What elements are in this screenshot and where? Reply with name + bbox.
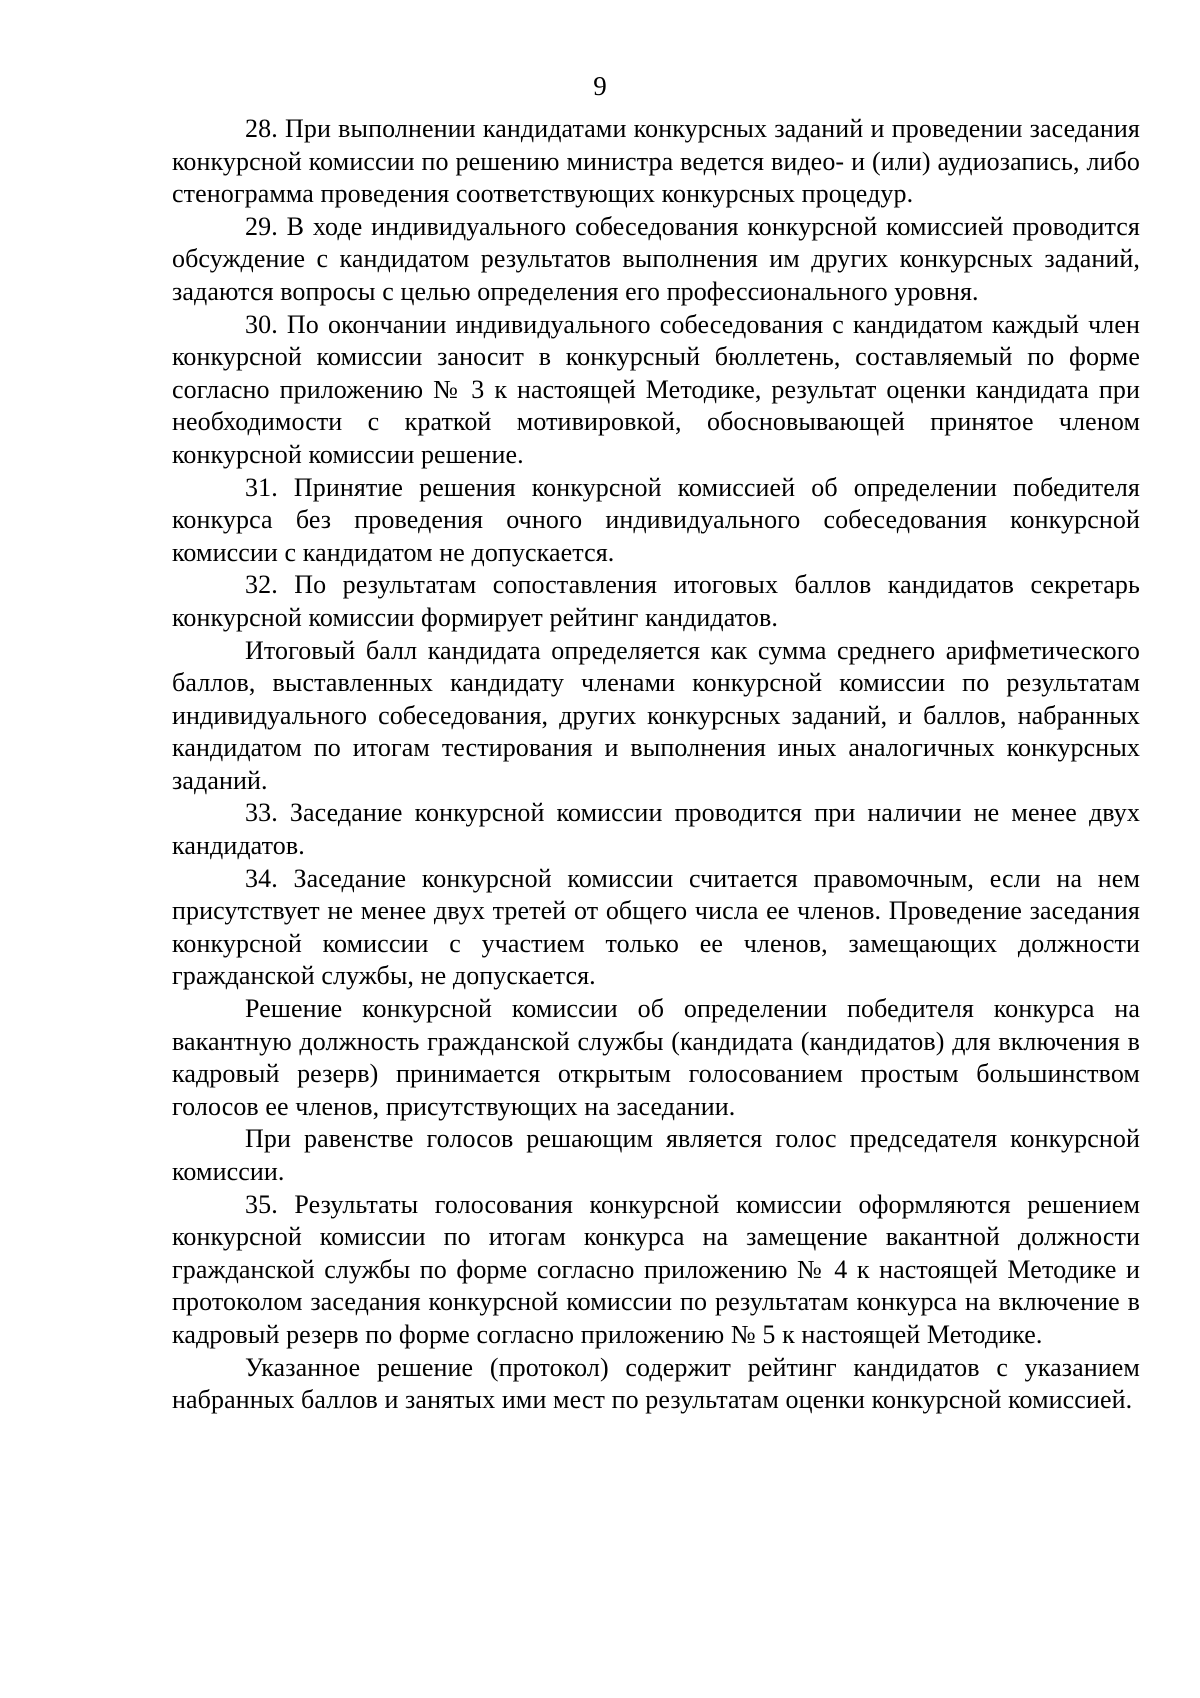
paragraph-32: 32. По результатам сопоставления итоговых баллов кандидатов секретарь конкурсной комиссии формирует рейтинг кандидатов. (172, 570, 1140, 632)
paragraph-28: 28. При выполнении кандидатами конкурсных заданий и проведении заседания конкурсной комиссии по решению министра ведется видео- и (или) аудиозапись, либо стенограмма проведения соответствующих конкурсных процедур. (172, 114, 1140, 209)
paragraph-29: 29. В ходе индивидуального собеседования конкурсной комиссией проводится обсуждение с кандидатом результатов выполнения им других конкурсных заданий, задаются вопросы с целью определения его профессионального уровня. (172, 211, 1140, 306)
paragraph-34-decision: Решение конкурсной комиссии об определении победителя конкурса на вакантную должность гражданской службы (кандидата (кандидатов) для включения в кадровый резерв) принимается открытым голосованием простым большинством голосов ее членов, присутствующих на заседании. (172, 994, 1140, 1121)
paragraph-34-tie-vote: При равенстве голосов решающим является голос председателя конкурсной комиссии. (172, 1124, 1140, 1186)
paragraph-34: 34. Заседание конкурсной комиссии считается правомочным, если на нем присутствует не менее двух третей от общего числа ее членов. Проведение заседания конкурсной комиссии с участием только ее членов, замещающих должности гражданской службы, не допускается. (172, 863, 1140, 991)
document-body (172, 113, 1140, 1417)
paragraph-33: 33. Заседание конкурсной комиссии проводится при наличии не менее двух кандидатов. (172, 798, 1140, 861)
page-number: 9 (593, 71, 607, 101)
paragraph-35: 35. Результаты голосования конкурсной комиссии оформляются решением конкурсной комиссии по итогам конкурса на замещение вакантной должности гражданской службы по форме согласно приложению № 4 к настоящей Методике и протоколом заседания конкурсной комиссии по результатам конкурса на включение в кадровый резерв по форме согласно приложению № 5 к настоящей Методике. (172, 1189, 1140, 1349)
paragraph-31: 31. Принятие решения конкурсной комиссией об определении победителя конкурса без проведения очного индивидуального собеседования конкурсной комиссии с кандидатом не допускается. (172, 472, 1140, 567)
paragraph-35-rating: Указанное решение (протокол) содержит рейтинг кандидатов с указанием набранных баллов и занятых ими мест по результатам оценки конкурсной комиссией. (172, 1352, 1140, 1415)
paragraph-30: 30. По окончании индивидуального собеседования с кандидатом каждый член конкурсной комиссии заносит в конкурсный бюллетень, составляемый по форме согласно приложению № 3 к настоящей Методике, результат оценки кандидата при необходимости с краткой мотивировкой, обосновывающей принятое членом конкурсной комиссии решение. (172, 309, 1140, 469)
paragraph-32-final-score: Итоговый балл кандидата определяется как сумма среднего арифметического баллов, выставленных кандидату членами конкурсной комиссии по результатам индивидуального собеседования, других конкурсных заданий, и баллов, набранных кандидатом по итогам тестирования и выполнения иных аналогичных конкурсных заданий. (172, 635, 1140, 795)
